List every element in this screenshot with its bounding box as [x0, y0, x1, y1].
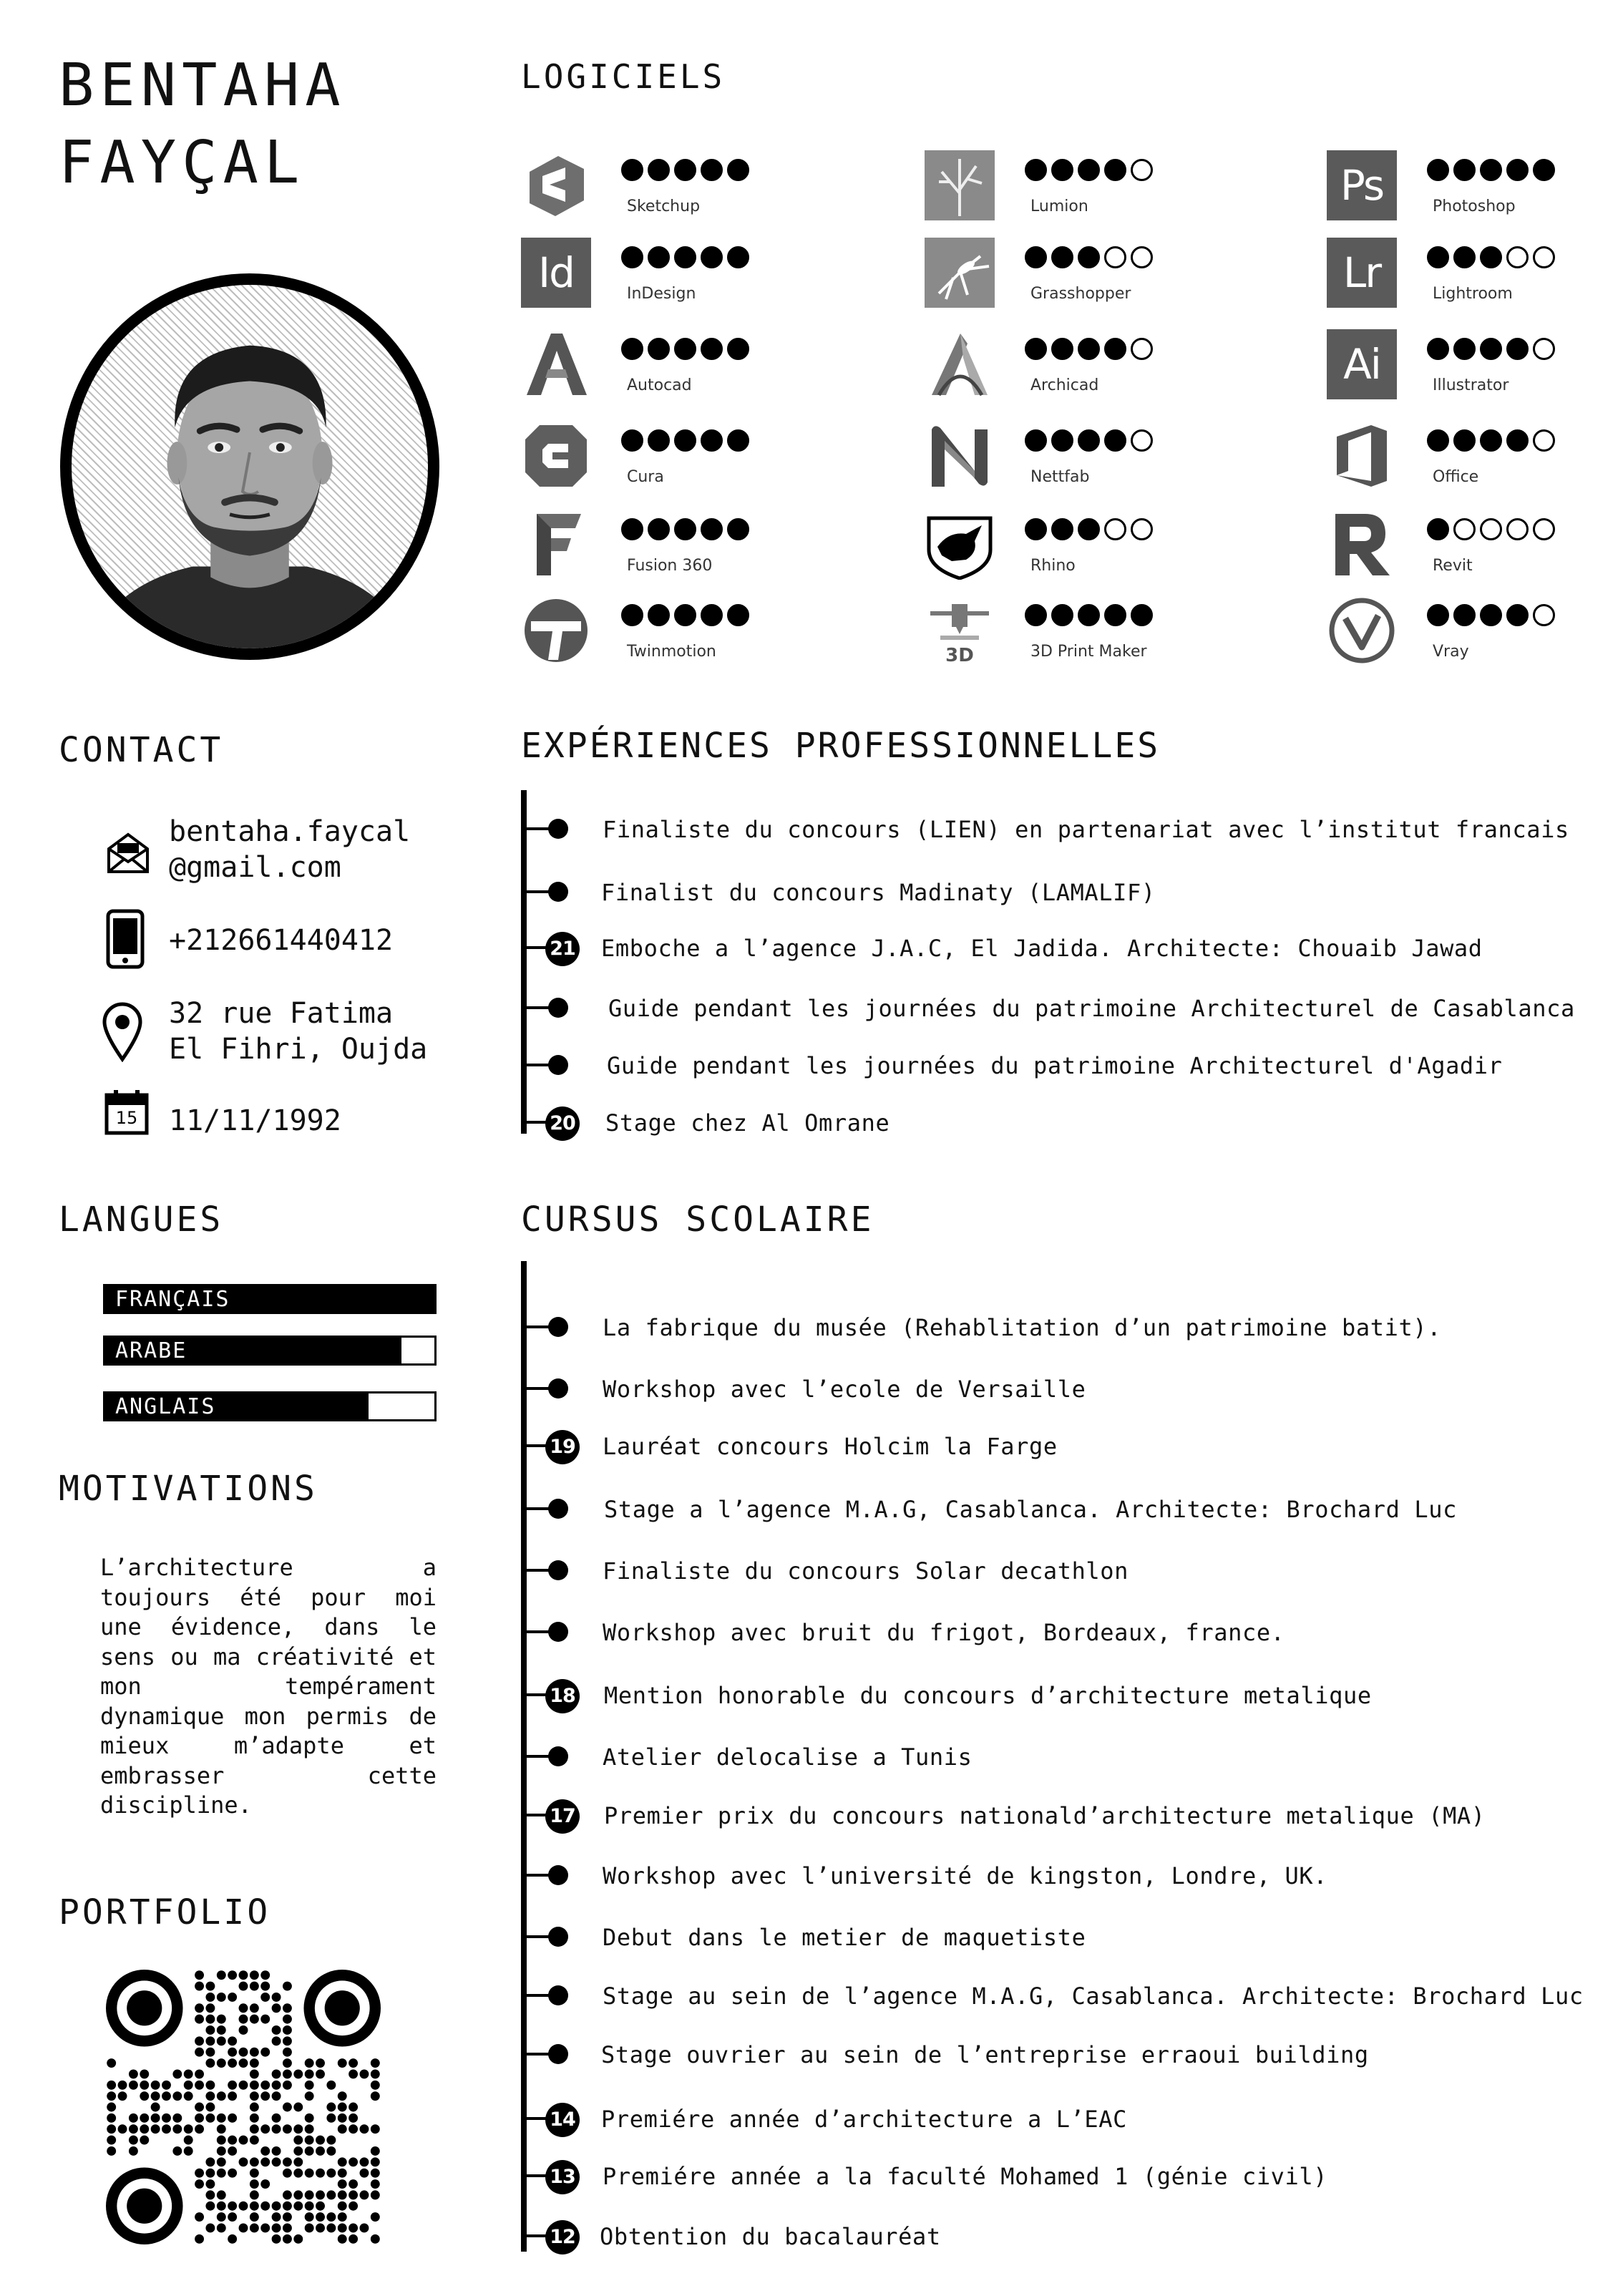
timeline-connector [521, 1006, 550, 1009]
cursus-text: Premiére année d’architecture a L’EAC [601, 2106, 1128, 2133]
rating-dot-filled [1480, 429, 1502, 452]
rating-dot-filled [1480, 159, 1502, 181]
rating-dot-filled [1453, 429, 1476, 452]
rating-dot-filled [621, 518, 643, 540]
cursus-item [548, 1798, 1593, 1834]
rating-dots [621, 338, 749, 360]
software-office [1327, 419, 1623, 497]
rating-dots [1025, 429, 1153, 452]
software-label: Rhino [1030, 557, 1076, 575]
timeline-connector [521, 2053, 550, 2056]
cursus-item [548, 1978, 1593, 2014]
rating-dot-filled [701, 604, 723, 626]
year-badge: 18 [545, 1679, 580, 1713]
language-name: ARABE [115, 1338, 187, 1363]
rating-dot-empty [1131, 246, 1153, 268]
timeline-dot [548, 2044, 568, 2064]
year-badge: 21 [545, 932, 580, 966]
timeline-connector [521, 1387, 550, 1390]
cursus-text: Workshop avec bruit du frigot, Bordeaux, france. [603, 1619, 1285, 1646]
timeline-dot [548, 1499, 568, 1519]
timeline-connector [521, 1064, 550, 1066]
rating-dot-filled [701, 159, 723, 181]
software-label: Grasshopper [1030, 285, 1131, 303]
cursus-item [548, 1429, 1593, 1464]
rating-dot-filled [1427, 429, 1449, 452]
rating-dot-filled [1078, 429, 1100, 452]
rating-dot-filled [1427, 518, 1449, 540]
grasshopper-icon [925, 238, 995, 308]
rating-dots [1427, 518, 1555, 540]
rating-dot-empty [1480, 518, 1502, 540]
rating-dot-filled [1427, 246, 1449, 268]
language-bar-arabe [103, 1336, 437, 1366]
cursus-item [548, 1615, 1593, 1650]
rating-dot-filled [674, 338, 696, 360]
indesign-icon: Id [521, 238, 591, 308]
cursus-text: Premiére année a la faculté Mohamed 1 (génie civil) [603, 2163, 1328, 2190]
rating-dot-filled [1506, 159, 1529, 181]
lightroom-icon: Lr [1327, 238, 1397, 308]
rating-dot-filled [1051, 518, 1073, 540]
rating-dot-filled [727, 159, 749, 181]
language-name: ANGLAIS [115, 1394, 216, 1419]
rating-dot-filled [727, 429, 749, 452]
software-twinmotion [521, 594, 893, 671]
rating-dot-filled [1025, 159, 1047, 181]
timeline-dot [548, 1560, 568, 1580]
software-autocad [521, 328, 893, 405]
rating-dot-filled [648, 518, 670, 540]
rating-dot-empty [1131, 338, 1153, 360]
software-label: InDesign [627, 285, 696, 303]
rating-dot-filled [1025, 518, 1047, 540]
rating-dots [621, 604, 749, 626]
calendar-icon [104, 1089, 149, 1135]
rating-dot-filled [648, 338, 670, 360]
software-label: Office [1433, 468, 1479, 486]
contact-email-line2[interactable]: @gmail.com [169, 851, 341, 884]
software-label: Vray [1433, 643, 1469, 661]
rating-dot-filled [1453, 338, 1476, 360]
rating-dot-empty [1533, 604, 1555, 626]
autocad-icon [521, 329, 591, 399]
section-title-portfolio: PORTFOLIO [59, 1892, 271, 1932]
timeline-connector [521, 1994, 550, 1997]
contact-phone[interactable]: +212661440412 [169, 924, 394, 957]
cursus-text: Premier prix du concours nationald’architecture metalique (MA) [604, 1802, 1486, 1829]
experiences-item [548, 812, 1593, 847]
rating-dot-filled [1104, 159, 1126, 181]
timeline-dot [548, 1317, 568, 1337]
software-indesign [521, 236, 893, 313]
rating-dot-filled [1427, 604, 1449, 626]
contact-birthdate: 11/11/1992 [169, 1104, 341, 1137]
revit-icon [1327, 510, 1397, 580]
rating-dot-filled [674, 518, 696, 540]
svg-text:3D: 3D [945, 645, 974, 666]
timeline-connector [521, 1755, 550, 1758]
contact-address-line1: 32 rue Fatima [169, 997, 394, 1030]
cursus-text: Debut dans le metier de maquetiste [603, 1924, 1086, 1951]
language-bar-français [103, 1284, 437, 1314]
rating-dot-filled [727, 518, 749, 540]
rating-dot-filled [1078, 246, 1100, 268]
timeline-connector [521, 890, 550, 893]
rating-dot-filled [621, 246, 643, 268]
cursus-item [548, 1858, 1593, 1894]
cursus-item [548, 2101, 1593, 2137]
rating-dot-empty [1533, 518, 1555, 540]
software-3d-print-maker [925, 594, 1297, 671]
rating-dot-filled [1453, 246, 1476, 268]
rating-dot-filled [1533, 159, 1555, 181]
cursus-text: Finaliste du concours Solar decathlon [603, 1557, 1129, 1585]
cursus-text: Workshop avec l’université de kingston, Londre, UK. [603, 1862, 1328, 1889]
rating-dot-empty [1131, 429, 1153, 452]
year-badge: 12 [545, 2220, 580, 2254]
software-revit [1327, 508, 1623, 585]
cursus-item [548, 2037, 1593, 2073]
cursus-item [548, 1678, 1593, 1713]
cursus-text: Atelier delocalise a Tunis [603, 1743, 973, 1771]
experiences-item [548, 930, 1593, 966]
rating-dot-filled [1051, 246, 1073, 268]
cursus-item [548, 2159, 1593, 2194]
rating-dots [1025, 518, 1153, 540]
rating-dot-filled [1025, 604, 1047, 626]
rating-dot-filled [621, 338, 643, 360]
portfolio-qr-code[interactable] [106, 1970, 381, 2244]
illustrator-icon: Ai [1327, 329, 1397, 399]
rating-dot-filled [1480, 246, 1502, 268]
section-title-contact: CONTACT [59, 730, 224, 770]
phone-icon [106, 909, 145, 969]
software-sketchup [521, 149, 893, 226]
software-label: Twinmotion [627, 643, 716, 661]
year-badge: 14 [545, 2103, 580, 2137]
cursus-item [548, 1371, 1593, 1407]
location-pin-icon [102, 1002, 143, 1062]
rating-dot-empty [1453, 518, 1476, 540]
software-label: Photoshop [1433, 198, 1516, 215]
timeline-connector [521, 1507, 550, 1510]
rating-dot-filled [621, 604, 643, 626]
experiences-text: Finalist du concours Madinaty (LAMALIF) [601, 879, 1156, 906]
timeline-connector [521, 1630, 550, 1633]
software-label: 3D Print Maker [1030, 643, 1147, 661]
year-badge: 17 [545, 1799, 580, 1834]
timeline-dot [548, 1746, 568, 1766]
rating-dot-filled [648, 159, 670, 181]
rating-dot-filled [1025, 429, 1047, 452]
rating-dot-filled [674, 159, 696, 181]
timeline-dot [548, 1622, 568, 1642]
cura-icon [521, 421, 591, 491]
rating-dots [621, 159, 749, 181]
cursus-text: La fabrique du musée (Rehablitation d’un patrimoine batit). [603, 1314, 1442, 1341]
rating-dot-filled [701, 338, 723, 360]
rating-dot-filled [1104, 338, 1126, 360]
year-badge: 20 [545, 1106, 580, 1141]
rating-dot-empty [1131, 159, 1153, 181]
section-title-cursus: CURSUS SCOLAIRE [521, 1200, 874, 1240]
lumion-icon [925, 150, 995, 220]
rating-dot-filled [1506, 338, 1529, 360]
3d-print-maker-icon [925, 595, 995, 666]
rating-dot-filled [648, 246, 670, 268]
software-label: Fusion 360 [627, 557, 713, 575]
timeline-dot [548, 1055, 568, 1075]
rating-dot-filled [1051, 604, 1073, 626]
timeline-dot [548, 1865, 568, 1885]
cursus-text: Workshop avec l’ecole de Versaille [603, 1376, 1086, 1403]
rating-dot-filled [1453, 159, 1476, 181]
language-bar-anglais [103, 1391, 437, 1421]
software-label: Autocad [627, 376, 692, 394]
rating-dot-filled [1051, 338, 1073, 360]
rating-dot-filled [1104, 604, 1126, 626]
rating-dot-filled [1078, 518, 1100, 540]
rating-dot-filled [727, 338, 749, 360]
rating-dot-filled [1453, 604, 1476, 626]
cursus-text: Mention honorable du concours d’architecture metalique [604, 1682, 1372, 1709]
rating-dots [621, 429, 749, 452]
timeline-connector [521, 1935, 550, 1938]
timeline-dot [548, 998, 568, 1018]
software-lumion [925, 149, 1297, 226]
rating-dot-empty [1506, 518, 1529, 540]
rating-dot-empty [1131, 518, 1153, 540]
rating-dots [1025, 246, 1153, 268]
year-badge: 19 [545, 1430, 580, 1464]
rating-dot-filled [701, 246, 723, 268]
twinmotion-icon [521, 595, 591, 666]
rating-dot-filled [1078, 159, 1100, 181]
rating-dot-filled [674, 246, 696, 268]
experiences-text: Guide pendant les journées du patrimoine Architecturel d'Agadir [607, 1052, 1503, 1079]
rating-dot-filled [648, 604, 670, 626]
section-title-langues: LANGUES [59, 1200, 224, 1240]
rating-dot-filled [1025, 338, 1047, 360]
cursus-text: Stage ouvrier au sein de l’entreprise erraoui building [601, 2041, 1369, 2068]
name-second-line: FAYÇAL [59, 129, 306, 197]
section-title-experiences: EXPÉRIENCES PROFESSIONNELLES [521, 726, 1161, 766]
rating-dot-filled [1427, 338, 1449, 360]
rating-dot-empty [1506, 246, 1529, 268]
rating-dot-filled [1506, 429, 1529, 452]
calendar-day: 15 [115, 1108, 138, 1128]
software-photoshop [1327, 149, 1623, 226]
cursus-item [548, 1739, 1593, 1775]
rating-dot-filled [1480, 338, 1502, 360]
rating-dot-filled [1104, 429, 1126, 452]
rating-dot-filled [1051, 429, 1073, 452]
software-label: Sketchup [627, 198, 701, 215]
timeline-dot [548, 1985, 568, 2005]
cursus-item [548, 1553, 1593, 1589]
timeline-connector [521, 1569, 550, 1572]
rating-dot-empty [1533, 429, 1555, 452]
rating-dots [621, 246, 749, 268]
rating-dot-filled [1427, 159, 1449, 181]
portrait-illustration [72, 285, 428, 648]
software-lightroom [1327, 236, 1623, 313]
rating-dots [1427, 429, 1555, 452]
language-name: FRANÇAIS [115, 1287, 230, 1312]
software-archicad [925, 328, 1297, 405]
cursus-text: Stage a l’agence M.A.G, Casablanca. Architecte: Brochard Luc [604, 1496, 1457, 1523]
rating-dot-filled [1078, 338, 1100, 360]
rating-dot-filled [621, 429, 643, 452]
sketchup-icon [521, 150, 591, 220]
office-icon [1327, 421, 1397, 491]
rating-dots [1427, 159, 1555, 181]
contact-address-line2: El Fihri, Oujda [169, 1033, 428, 1066]
rating-dot-empty [1104, 518, 1126, 540]
software-vray [1327, 594, 1623, 671]
experiences-text: Guide pendant les journées du patrimoine Architecturel de Casablanca [608, 995, 1575, 1022]
cursus-item [548, 1310, 1593, 1346]
timeline-connector [521, 1874, 550, 1877]
experiences-item [548, 991, 1593, 1026]
cursus-item [548, 1492, 1593, 1527]
fusion360-icon [521, 510, 591, 580]
cursus-item [548, 2219, 1593, 2254]
timeline-dot [548, 1378, 568, 1398]
experiences-text: Emboche a l’agence J.A.C, El Jadida. Architecte: Chouaib Jawad [601, 935, 1483, 962]
software-label: Lightroom [1433, 285, 1513, 303]
cursus-text: Stage au sein de l’agence M.A.G, Casablanca. Architecte: Brochard Luc [603, 1983, 1584, 2010]
experiences-text: Stage chez Al Omrane [605, 1109, 890, 1137]
software-fusion-360 [521, 508, 893, 585]
rating-dot-empty [1533, 246, 1555, 268]
rating-dots [1025, 159, 1153, 181]
netfabb-icon [925, 421, 995, 491]
rating-dot-filled [727, 604, 749, 626]
rating-dot-filled [701, 429, 723, 452]
software-label: Lumion [1030, 198, 1088, 215]
software-label: Revit [1433, 557, 1473, 575]
software-grasshopper [925, 236, 1297, 313]
timeline-dot [548, 1927, 568, 1947]
cursus-text: Lauréat concours Holcim la Farge [603, 1433, 1058, 1460]
photoshop-icon: Ps [1327, 150, 1397, 220]
section-title-logiciels: LOGICIELS [521, 57, 726, 96]
rating-dots [1025, 338, 1153, 360]
rating-dots [621, 518, 749, 540]
timeline-dot [548, 819, 568, 839]
experiences-item [548, 1105, 1593, 1141]
software-label: Cura [627, 468, 664, 486]
contact-email-line1[interactable]: bentaha.faycal [169, 815, 411, 848]
vray-icon [1327, 595, 1397, 666]
motivations-text: L’architecture a toujours été pour moi une évidence, dans le sens ou ma créativité et mon tempérament dynamique mon permis de mieux m’adapte et embrasser cette discipline. [100, 1554, 437, 1819]
software-cura [521, 419, 893, 497]
rating-dot-empty [1533, 338, 1555, 360]
name-first-line: BENTAHA [59, 52, 346, 120]
rating-dots [1025, 604, 1153, 626]
rating-dots [1427, 604, 1555, 626]
archicad-icon [925, 329, 995, 399]
rating-dot-filled [648, 429, 670, 452]
rating-dot-filled [621, 159, 643, 181]
rhino-icon [925, 510, 995, 580]
rating-dot-filled [701, 518, 723, 540]
rating-dots [1427, 338, 1555, 360]
rating-dot-filled [1131, 604, 1153, 626]
rating-dots [1427, 246, 1555, 268]
rating-dot-filled [674, 429, 696, 452]
section-title-motivations: MOTIVATIONS [59, 1469, 318, 1509]
software-label: Nettfab [1030, 468, 1090, 486]
rating-dot-filled [1480, 604, 1502, 626]
timeline-dot [548, 882, 568, 902]
envelope-icon [104, 829, 152, 876]
software-nettfab [925, 419, 1297, 497]
software-rhino [925, 508, 1297, 585]
cursus-item [548, 1920, 1593, 1955]
rating-dot-filled [727, 246, 749, 268]
cursus-text: Obtention du bacalauréat [600, 2223, 941, 2250]
software-illustrator [1327, 328, 1623, 405]
experiences-item [548, 1048, 1593, 1084]
year-badge: 13 [545, 2160, 580, 2194]
timeline-connector [521, 1325, 550, 1328]
software-label: Illustrator [1433, 376, 1509, 394]
rating-dot-filled [1506, 604, 1529, 626]
timeline-connector [521, 827, 550, 830]
experiences-timeline-line [521, 790, 527, 1134]
experiences-text: Finaliste du concours (LIEN) en partenariat avec l’institut francais [603, 816, 1569, 843]
experiences-item [548, 875, 1593, 910]
rating-dot-filled [674, 604, 696, 626]
rating-dot-filled [1051, 159, 1073, 181]
rating-dot-filled [1025, 246, 1047, 268]
rating-dot-empty [1104, 246, 1126, 268]
software-label: Archicad [1030, 376, 1099, 394]
rating-dot-filled [1078, 604, 1100, 626]
profile-photo [60, 273, 439, 660]
